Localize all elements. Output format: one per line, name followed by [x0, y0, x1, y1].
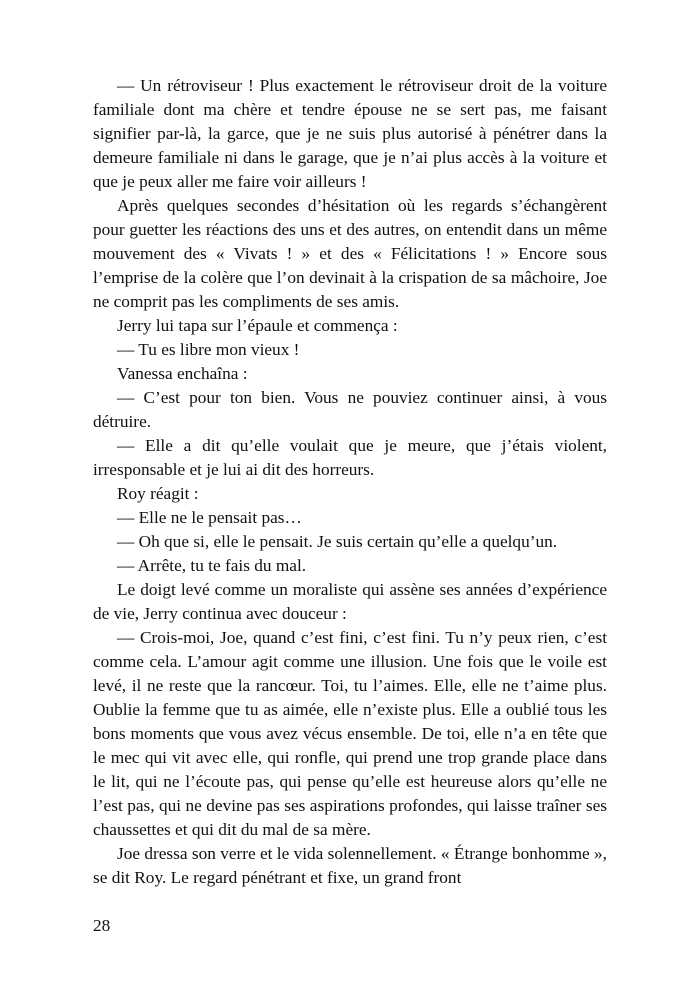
paragraph-5: Vanessa enchaîna :	[117, 364, 248, 383]
page-number: 28	[93, 916, 111, 935]
paragraph-13: — Crois-moi, Joe, quand c’est fini, c’est fini. Tu n’y peux rien, c’est comme cela. L’amour agit comme une illusion. Une fois que le voile est levé, il ne reste que la rancœur. Toi, tu l’aimes. Elle, elle ne t’aime plus. Oublie la femme que tu as aimée, elle n’existe plus. Elle a oublié tous les bons moments que vous avez vécus ensemble. De toi, elle n’a en tête que le mec qui vit avec elle, qui ronfle, qui prend une trop grande place dans le lit, qui ne l’écoute pas, qui pense qu’elle est heureuse alors qu’elle ne l’est pas, qui ne devine pas ses aspirations profondes, qui laisse traîner ses chaussettes et qui dit du mal de sa mère.	[93, 628, 607, 839]
paragraph-9: — Elle ne le pensait pas…	[117, 508, 302, 527]
paragraph-6: — C’est pour ton bien. Vous ne pouviez continuer ainsi, à vous détruire.	[93, 388, 607, 431]
page-body	[93, 74, 607, 890]
paragraph-10: — Oh que si, elle le pensait. Je suis certain qu’elle a quelqu’un.	[117, 532, 558, 551]
paragraph-12: Le doigt levé comme un moraliste qui assène ses années d’expérience de vie, Jerry continua avec douceur :	[93, 580, 607, 623]
paragraph-7: — Elle a dit qu’elle voulait que je meure, que j’étais violent, irresponsable et je lui ai dit des horreurs.	[93, 436, 607, 479]
paragraph-14: Joe dressa son verre et le vida solennellement. « Étrange bonhomme », se dit Roy. Le regard pénétrant et fixe, un grand front	[93, 844, 607, 887]
paragraph-3: Jerry lui tapa sur l’épaule et commença :	[117, 316, 398, 335]
paragraph-8: Roy réagit :	[117, 484, 199, 503]
paragraph-2: Après quelques secondes d’hésitation où les regards s’échangèrent pour guetter les réactions des uns et des autres, on entendit dans un même mouvement des « Vivats ! » et des « Félicitations ! » Encore sous l’emprise de la colère que l’on devinait à la crispation de sa mâchoire, Joe ne comprit pas les compliments de ses amis.	[93, 196, 607, 311]
paragraph-11: — Arrête, tu te fais du mal.	[117, 556, 307, 575]
paragraph-4: — Tu es libre mon vieux !	[117, 340, 300, 359]
paragraph-1: — Un rétroviseur ! Plus exactement le rétroviseur droit de la voiture familiale dont ma chère et tendre épouse ne se sert pas, me faisant signifier par-là, la garce, que je ne suis plus autorisé à pénétrer dans la demeure familiale ni dans le garage, que je n’ai plus accès à la voiture et que je peux aller me faire voir ailleurs !	[93, 76, 607, 191]
